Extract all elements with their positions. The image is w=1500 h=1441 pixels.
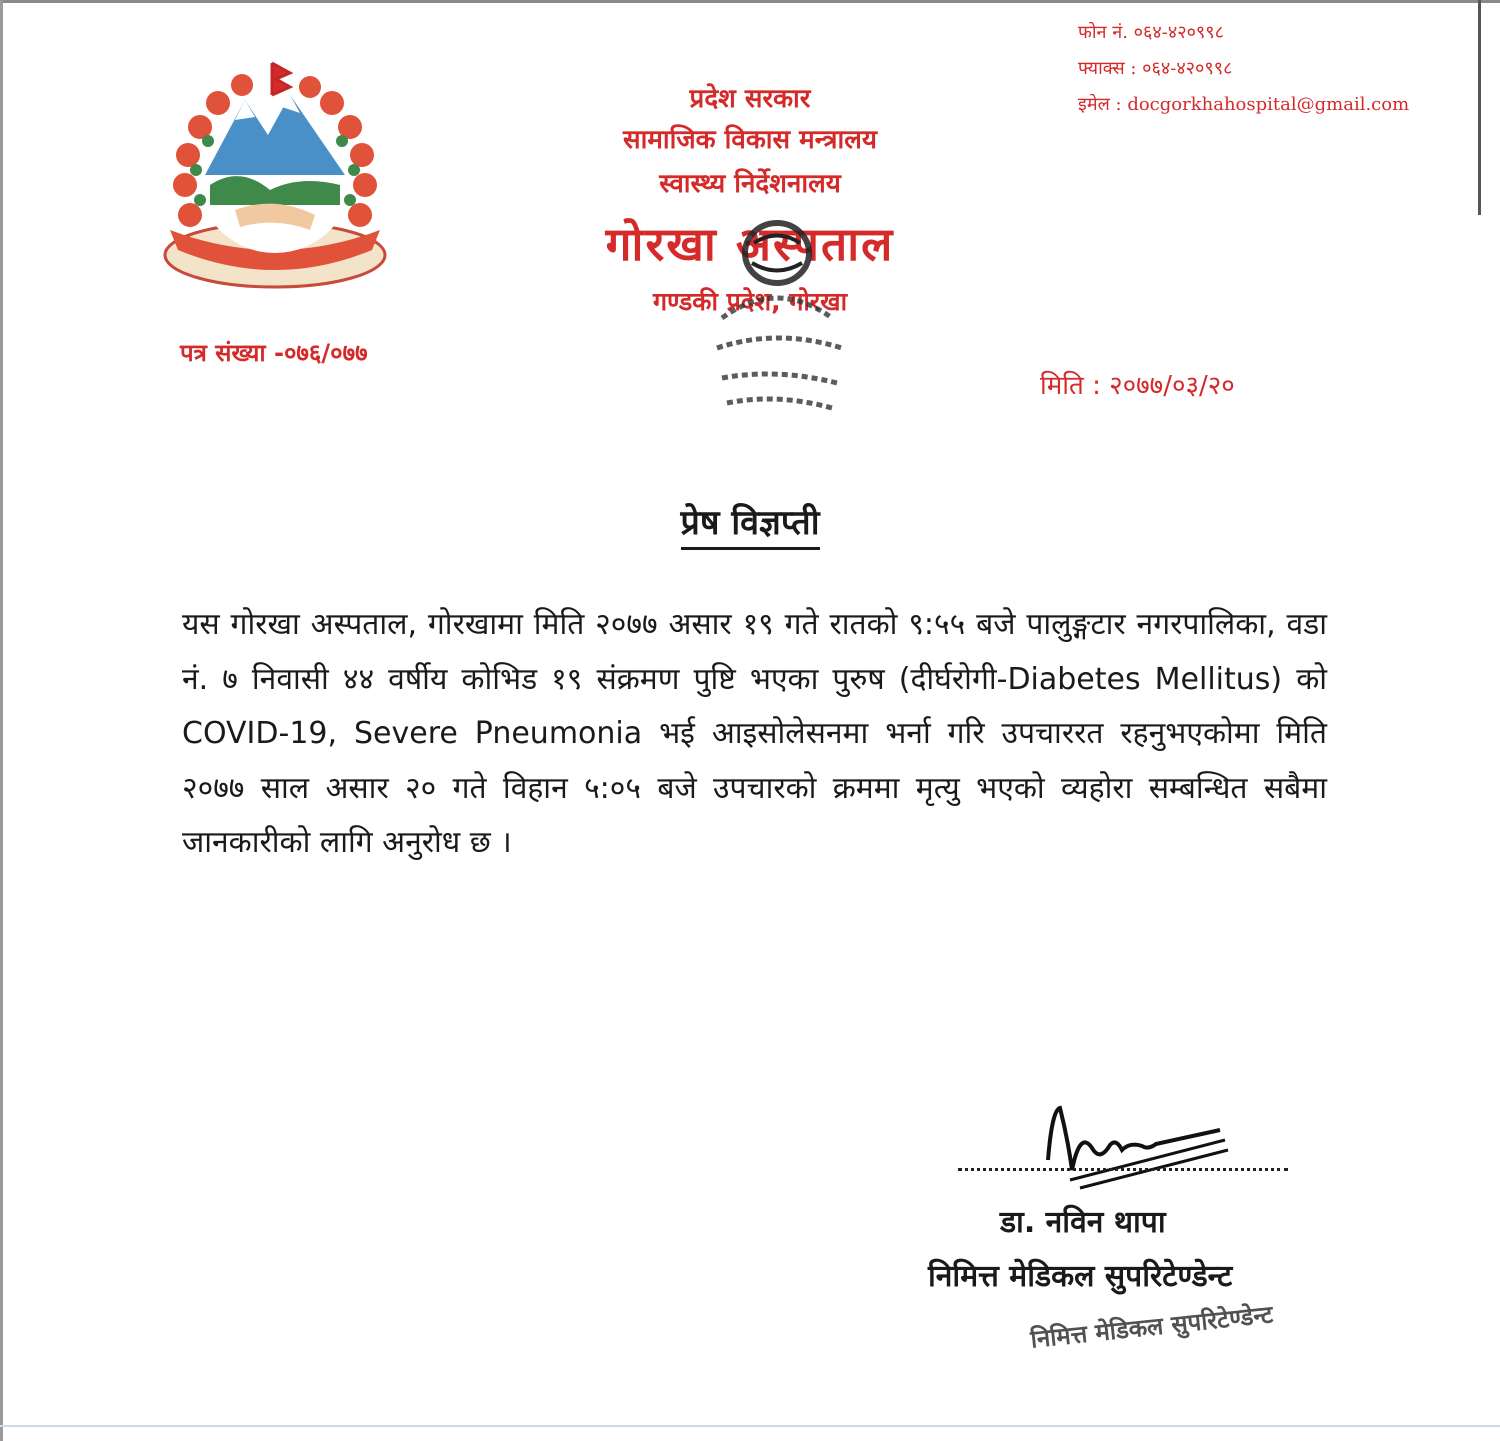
notice-title-text: प्रेष विज्ञप्ती	[681, 503, 820, 550]
fax-number: फ्याक्स : ०६४-४२०९९८	[1078, 58, 1233, 79]
ministry-name: सामाजिक विकास मन्त्रालय	[623, 125, 877, 155]
government-name: प्रदेश सरकार	[689, 84, 811, 114]
designation-stamp: निमित्त मेडिकल सुपरिटेण्डेन्ट	[1029, 1300, 1275, 1354]
signature-line	[958, 1168, 1288, 1171]
page-top-border	[0, 0, 1500, 3]
notice-body: यस गोरखा अस्पताल, गोरखामा मिति २०७७ असार १९ गते रातको ९:५५ बजे पालुङ्गटार नगरपालिका, वडा नं. ७ निवासी ४४ वर्षीय कोभिड १९ संक्रमण पुष्टि भएका पुरुष (दीर्घरोगी-Diabetes Mellitus) को COVID-19, Severe Pneumonia भई आइसोलेसनमा भर्ना गरि उपचाररत रहनुभएकोमा मिति २०७७ साल असार २० गते विहान ५:०५ बजे उपचारको क्रममा मृत्यु भएको व्यहोरा सम्बन्धित सबैमा जानकारीको लागि अनुरोध छ ।	[182, 607, 1327, 860]
hospital-location: गण्डकी प्रदेश, गोरखा	[652, 287, 848, 316]
handwritten-signature-icon	[1030, 1100, 1230, 1210]
directorate-name: स्वास्थ्य निर्देशनालय	[659, 169, 841, 199]
office-stamp-icon	[692, 208, 862, 413]
letter-date: मिति : २०७७/०३/२०	[1040, 371, 1235, 401]
letter-number: पत्र संख्या -०७६/०७७	[180, 339, 368, 367]
page-right-border	[1478, 0, 1481, 215]
phone-number: फोन नं. ०६४-४२०९९८	[1078, 22, 1225, 43]
contact-block	[1078, 18, 1409, 126]
hospital-name: गोरखा अस्पताल	[605, 217, 895, 271]
signatory-name: डा. नविन थापा	[1000, 1205, 1166, 1240]
nepal-emblem-icon	[150, 55, 400, 305]
page-left-border	[0, 0, 3, 1441]
email-address: इमेल : docgorkhahospital@gmail.com	[1078, 94, 1410, 115]
page-bottom-border	[0, 1425, 1500, 1427]
notice-title	[0, 498, 1500, 544]
signatory-designation: निमित्त मेडिकल सुपरिटेण्डेन्ट	[928, 1259, 1233, 1294]
